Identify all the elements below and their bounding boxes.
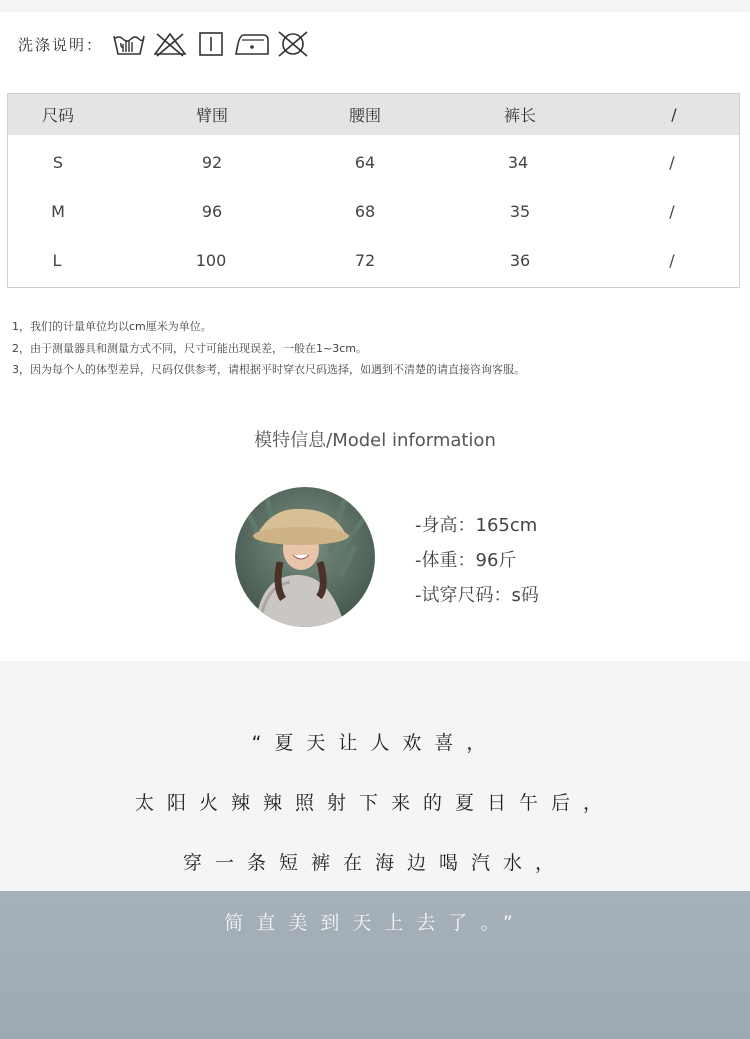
- cell-length: 34: [507, 153, 529, 172]
- do-not-bleach-icon: [152, 30, 188, 58]
- note-line: 1，我们的计量单位均以cm厘米为单位。: [12, 320, 212, 333]
- quote-line-1: “夏天让人欢喜，: [251, 732, 499, 754]
- table-row: [8, 187, 739, 236]
- table-row: [8, 138, 739, 187]
- header-arm: 臂围: [195, 106, 228, 125]
- cell-waist: 68: [354, 202, 376, 221]
- cell-arm: 96: [201, 202, 223, 221]
- size-table: [7, 93, 740, 288]
- cell-arm: 92: [201, 153, 223, 172]
- table-header: [8, 94, 739, 135]
- table-row: [8, 236, 739, 285]
- cell-extra: /: [669, 153, 675, 172]
- note-line: 3，因为每个人的体型差异，尺码仅供参考，请根据平时穿衣尺码选择，如遇到不清楚的请直接咨询客服。: [12, 363, 525, 376]
- model-details: [415, 508, 539, 613]
- header-extra: /: [671, 105, 677, 124]
- model-height: -身高：165cm: [415, 515, 538, 536]
- cell-waist: 72: [354, 251, 376, 270]
- model-weight: -体重：96斤: [415, 550, 517, 571]
- cell-length: 36: [509, 251, 531, 270]
- cell-extra: /: [669, 202, 675, 221]
- model-title: 模特信息/Model information: [254, 430, 496, 451]
- header-size: 尺码: [41, 106, 74, 125]
- drip-dry-icon: [193, 30, 229, 58]
- cell-extra: /: [669, 251, 675, 270]
- cell-size: M: [51, 202, 65, 221]
- top-strip: [0, 0, 750, 12]
- quote-line-4: 简直美到天上去了。”: [224, 912, 526, 934]
- cell-waist: 64: [354, 153, 376, 172]
- care-label: 洗涤说明：: [18, 35, 104, 54]
- header-length: 裤长: [503, 106, 536, 125]
- model-size: -试穿尺码：s码: [415, 585, 539, 606]
- quote-line-2: 太阳火辣辣照射下来的夏日午后，: [134, 792, 615, 814]
- note-line: 2，由于测量器具和测量方式不同，尺寸可能出现误差，一般在1~3cm。: [12, 341, 367, 355]
- low-iron-icon: [234, 30, 270, 58]
- cell-size: S: [52, 153, 64, 172]
- header-waist: 腰围: [348, 106, 381, 125]
- care-instructions: [18, 28, 316, 60]
- do-not-dry-clean-icon: [275, 30, 311, 58]
- hand-wash-icon: [111, 30, 147, 58]
- size-notes: [12, 316, 525, 381]
- cell-length: 35: [509, 202, 531, 221]
- quote-line-3: 穿一条短裤在海边喝汽水，: [182, 852, 567, 874]
- model-avatar: [235, 487, 375, 627]
- cell-arm: 100: [195, 251, 227, 270]
- cell-size: L: [52, 251, 62, 270]
